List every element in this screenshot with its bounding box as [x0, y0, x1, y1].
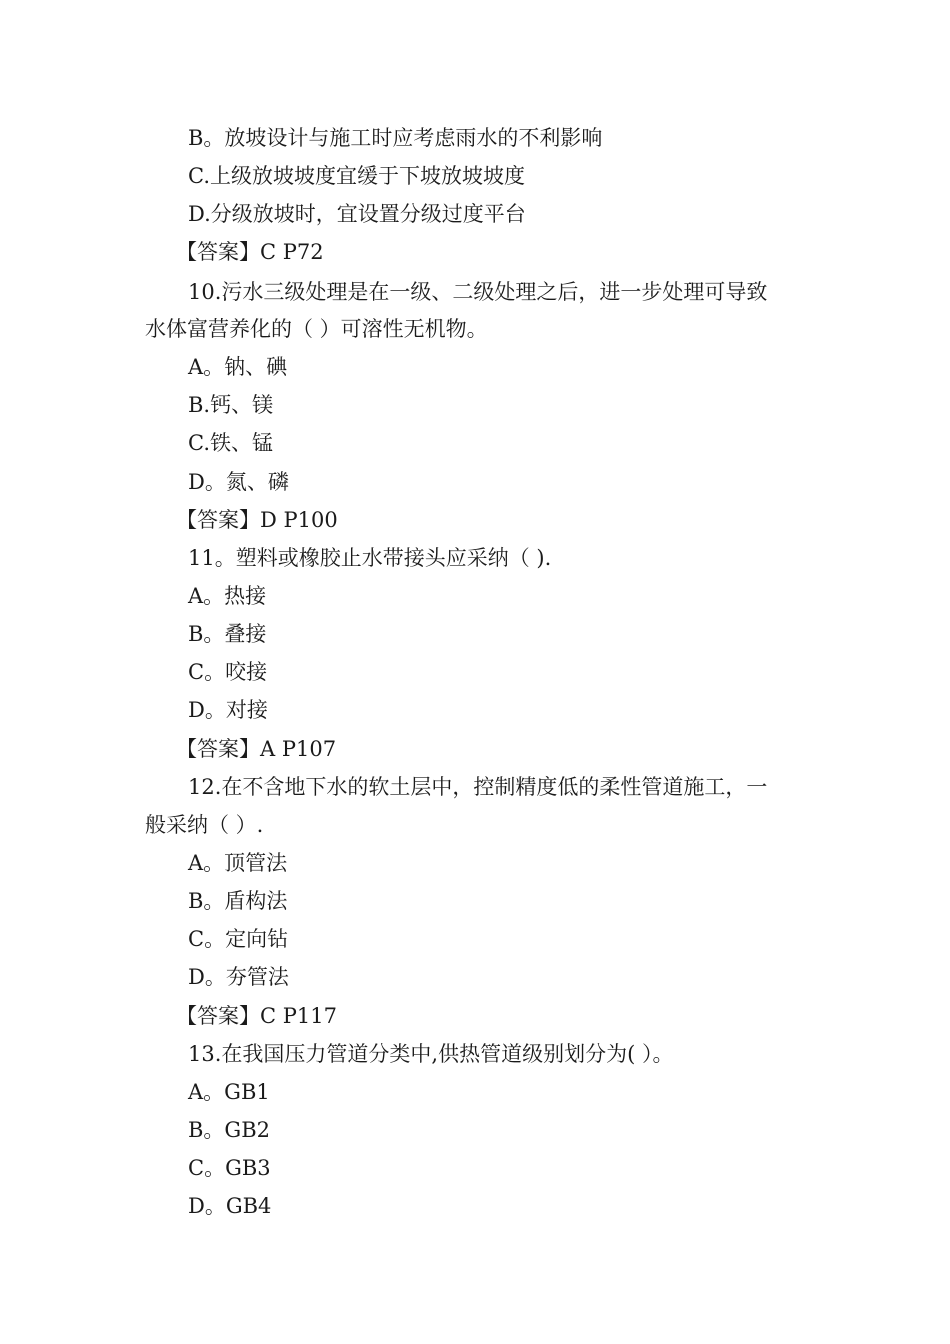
q11-option-d: D。对接: [188, 698, 268, 722]
q9-option-b: B。放坡设计与施工时应考虑雨水的不利影响: [188, 126, 603, 150]
q9-option-c: C.上级放坡坡度宜缓于下坡放坡坡度: [188, 164, 525, 188]
q13-question: 13.在我国压力管道分类中,供热管道级别划分为( ）。: [188, 1042, 674, 1066]
q11-question: 11。塑料或橡胶止水带接头应采纳（ ).: [188, 546, 552, 570]
q11-option-c: C。咬接: [188, 660, 268, 684]
q10-option-d: D。氮、磷: [188, 470, 289, 494]
q13-option-b: B。GB2: [188, 1118, 271, 1142]
q9-option-d: D.分级放坡时，宜设置分级过度平台: [188, 202, 526, 226]
q9-answer: 【答案】C P72: [176, 240, 324, 264]
q12-question-line2: 般采纳（ ）.: [145, 813, 264, 837]
q11-option-a: A。热接: [188, 584, 267, 608]
q13-option-c: C。GB3: [188, 1156, 271, 1180]
q12-option-b: B。盾构法: [188, 889, 288, 913]
q12-answer: 【答案】C P117: [176, 1004, 337, 1028]
q11-option-b: B。叠接: [188, 622, 267, 646]
q11-answer: 【答案】A P107: [176, 737, 337, 761]
q10-option-c: C.铁、锰: [188, 431, 273, 455]
q10-question-line2: 水体富营养化的（ ）可溶性无机物。: [145, 317, 488, 341]
q13-option-a: A。GB1: [188, 1080, 270, 1104]
q10-option-b: B.钙、镁: [188, 393, 274, 417]
q13-option-d: D。GB4: [188, 1194, 272, 1218]
q12-option-d: D。夯管法: [188, 965, 289, 989]
q12-question-line1: 12.在不含地下水的软土层中，控制精度低的柔性管道施工，一: [188, 775, 768, 799]
q12-option-a: A。顶管法: [188, 851, 288, 875]
q10-answer: 【答案】D P100: [176, 508, 338, 532]
q10-question-line1: 10.污水三级处理是在一级、二级处理之后，进一步处理可导致: [188, 280, 768, 304]
q10-option-a: A。钠、碘: [188, 355, 288, 379]
q12-option-c: C。定向钻: [188, 927, 289, 951]
